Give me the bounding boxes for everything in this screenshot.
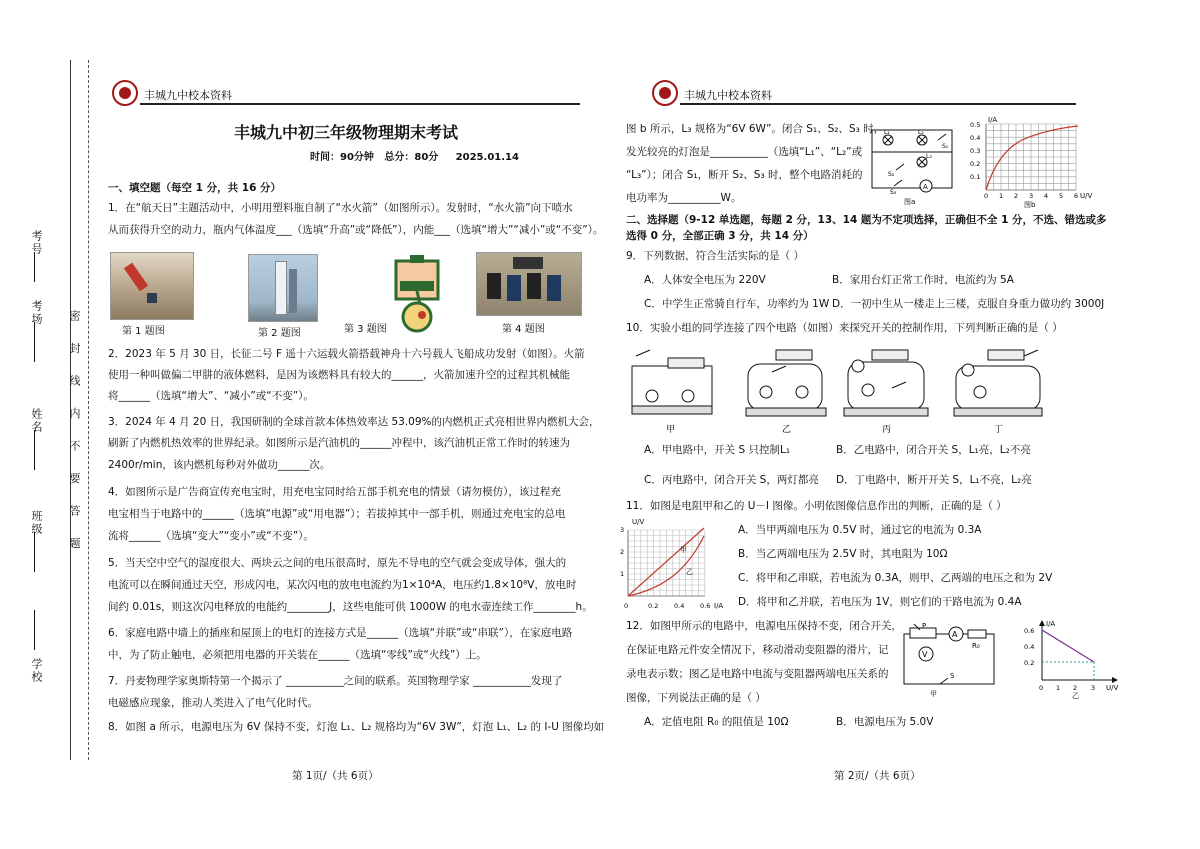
field-name-blank	[34, 430, 35, 470]
field-school-blank	[34, 610, 35, 650]
q11-option-c: C．将甲和乙串联，若电流为 0.3A，则甲、乙两端的电压之和为 2V	[738, 572, 1053, 584]
q4-line-b: 电宝相当于电路中的______（选填“电源”或“用电器”）；若拔掉其中一部手机，则通过充电宝的总电	[108, 508, 566, 520]
left-header-rule	[140, 103, 580, 105]
graph-b-xtick: 4	[1044, 192, 1049, 200]
q11-option-b: B．当乙两端电压为 2.5V 时，其电阻为 10Ω	[738, 548, 948, 560]
q9-option-c: C．中学生正常骑自行车，功率约为 1W	[644, 298, 830, 310]
exam-title: 丰城九中初三年级物理期末考试	[234, 123, 459, 142]
graph-b-xtick: 2	[1014, 192, 1019, 200]
q12-iu-graph	[1022, 618, 1122, 698]
q5-line-a: 5．当天空中空气的湿度很大、两块云之间的电压很高时，原先不导电的空气就会变成导体，强大的	[108, 557, 567, 569]
q8-circuit-figure-a	[866, 120, 958, 206]
q8-graph-b	[960, 114, 1100, 210]
seal-text: 密 封 线 内 不 要 答 题	[68, 310, 81, 558]
circuit-ding	[954, 350, 1042, 416]
q4-line-c: 流将______（选填“变大”“变小”或“不变”）。	[108, 530, 314, 542]
svg-text:S₂: S₂	[888, 171, 895, 178]
svg-text:S: S	[950, 672, 955, 680]
water-rocket-photo	[110, 252, 194, 320]
field-school-label: 学校	[30, 658, 43, 684]
q5-line-b: 电流可以在瞬间通过天空，形成闪电，某次闪电的放电电流约为1×10⁴A，电压约1.8×10⁸V，放电时	[108, 579, 577, 591]
graph-b-ytick: 0.1	[970, 173, 981, 181]
graph11-xtick: 0	[624, 602, 629, 610]
graph-b-ytick: 0.5	[970, 121, 981, 129]
fig12-jia-caption: 甲	[930, 690, 937, 698]
q10-option-d: D．丁电路中，断开开关 S，L₁不亮，L₂亮	[836, 474, 1032, 486]
q3-line-c: 2400r/min，该内燃机每秒对外做功______次。	[108, 459, 331, 471]
svg-text:R₀: R₀	[972, 642, 980, 650]
circuit-yi	[746, 350, 826, 416]
phone-charging-photo	[476, 252, 582, 316]
field-no-blank	[34, 252, 35, 282]
graph-b-xtick: 1	[999, 192, 1004, 200]
q10-option-c: C．丙电路中，闭合开关 S，两灯都亮	[644, 474, 819, 486]
q12-line-b: 在保证电路元件安全情况下，移动滑动变阻器的滑片，记	[626, 644, 889, 656]
svg-text:P: P	[922, 622, 927, 630]
circuit-yi-label: 乙	[782, 425, 792, 435]
graph-b-ylabel: I/A	[988, 116, 998, 124]
right-header-school: 丰城九中校本资料	[684, 89, 772, 102]
q10-stem: 10．实验小组的同学连接了四个电路（如图）来探究开关的控制作用，下列判断正确的是（ ）	[626, 322, 1063, 334]
q8-line-e: 电功率为__________W。	[626, 192, 742, 204]
resistor-yi-curve	[628, 536, 704, 596]
q7-line-a: 7．丹麦物理学家奥斯特第一个揭示了 ___________之间的联系。英国物理学家 ___________发现了	[108, 675, 563, 687]
q6-line-a: 6．家庭电路中墙上的插座和屋顶上的电灯的连接方式是______（选填“并联”或“串联”），在家庭电路	[108, 627, 573, 639]
q9-option-b: B．家用台灯正常工作时，电流约为 5A	[832, 274, 1014, 286]
fig-caption-4: 第 4 题图	[502, 324, 545, 335]
svg-text:L₃: L₃	[926, 153, 932, 160]
field-class-label: 班级	[30, 510, 43, 536]
graph-b-ytick: 0.4	[970, 134, 981, 142]
right-header	[652, 80, 1092, 106]
field-room-label: 考场	[30, 300, 43, 326]
q12-option-b: B．电源电压为 5.0V	[836, 716, 934, 728]
graph11-xtick: 0.2	[648, 602, 659, 610]
graph-b-xtick: 6	[1074, 192, 1079, 200]
graph-b-xtick: 0	[984, 192, 989, 200]
svg-text:L₁: L₁	[884, 129, 890, 136]
q12-circuit-figure	[900, 622, 1004, 698]
graph11-ytick: 3	[620, 526, 625, 534]
field-room-blank	[34, 322, 35, 362]
q9-option-a: A．人体安全电压为 220V	[644, 274, 766, 286]
fig-caption-3: 第 3 题图	[344, 324, 387, 335]
graph11-ytick: 1	[620, 570, 625, 578]
svg-text:L₂: L₂	[918, 129, 924, 136]
fig-b-caption: 图b	[1024, 201, 1036, 209]
graph11-jia: 甲	[680, 546, 687, 554]
graph12-ytick: 0.4	[1024, 643, 1035, 651]
graph-b-ytick: 0.2	[970, 160, 981, 168]
q3-line-a: 3．2024 年 4 月 20 日，我国研制的全球首款本体热效率达 53.09%的内燃机正式亮相世界内燃机大会，	[108, 416, 600, 428]
q6-line-b: 中，为了防止触电，必须把用电器的开关装在______（选填“零线”或“火线”）上。	[108, 649, 487, 661]
svg-text:A: A	[923, 183, 928, 191]
q11-option-d: D．将甲和乙并联，若电压为 1V，则它们的干路电流为 0.4A	[738, 596, 1022, 608]
q9-stem: 9．下列数据，符合生活实际的是（ ）	[626, 250, 805, 262]
q12-current-line	[1042, 630, 1094, 662]
rocket-launch-photo	[248, 254, 318, 322]
graph12-xtick: 1	[1056, 684, 1061, 692]
svg-text:S₁: S₁	[942, 143, 949, 150]
field-no-label: 考号	[30, 230, 43, 256]
school-logo-icon	[112, 80, 138, 106]
graph11-ylabel: U/V	[632, 518, 645, 526]
q11-stem: 11．如图是电阻甲和乙的 U－I 图像。小明依图像信息作出的判断，正确的是（ ）	[626, 500, 1007, 512]
graph12-ylabel: I/A	[1046, 620, 1056, 628]
graph11-xtick: 0.6	[700, 602, 711, 610]
section2-heading-b: 选得 0 分，全部正确 3 分，共 14 分）	[626, 230, 814, 242]
q2-line-b: 使用一种叫做偏二甲肼的液体燃料，是因为该燃料具有较大的______，火箭加速升空的过程其机械能	[108, 369, 570, 381]
graph12-xtick: 3	[1091, 684, 1096, 692]
right-header-rule	[680, 103, 1076, 105]
q7-line-b: 电磁感应现象，推动人类进入了电气化时代。	[108, 697, 318, 709]
graph12-xtick: 2	[1073, 684, 1078, 692]
engine-stroke-figure	[384, 255, 450, 335]
graph12-xlabel: U/V	[1106, 684, 1119, 692]
fig-caption-1: 第 1 题图	[122, 326, 165, 337]
graph12-ytick: 0.6	[1024, 627, 1035, 635]
q8-line-a: 8．如图 a 所示，电源电压为 6V 保持不变，灯泡 L₁、L₂ 规格均为“6V 3W”，灯泡 L₁、L₂ 的 I-U 图像均如	[108, 721, 605, 733]
graph-b-xtick: 5	[1059, 192, 1064, 200]
q12-line-d: 图像，下列说法正确的是（ ）	[626, 692, 766, 704]
margin-seal-line	[88, 60, 89, 760]
right-page-footer: 第 2页/（共 6页）	[834, 770, 921, 782]
q4-line-a: 4．如图所示是广告商宣传充电宝时，用充电宝同时给五部手机充电的情景（请勿模仿），该过程充	[108, 486, 561, 498]
circuit-bing-label: 丙	[882, 425, 892, 435]
q2-line-c: 将______（选填“增大”、“减小”或“不变”）。	[108, 390, 314, 402]
q8-line-b: 图 b 所示，L₃ 规格为“6V 6W”。闭合 S₁、S₂、S₃ 时，	[626, 123, 885, 135]
circuit-jia-label: 甲	[666, 425, 676, 435]
svg-text:S₃: S₃	[890, 189, 897, 196]
q12-option-a: A．定值电阻 R₀ 的阻值是 10Ω	[644, 716, 789, 728]
q1-line-b: 从而获得升空的动力，瓶内气体温度___（选填“升高”或“降低”），内能___（选填“增大”“减小”或“不变”）。	[108, 224, 604, 236]
q9-option-d: D．一初中生从一楼走上三楼，克服自身重力做功约 3000J	[832, 298, 1105, 310]
circuit-jia	[632, 350, 712, 414]
q11-ui-graph	[618, 516, 722, 612]
school-logo-icon	[652, 80, 678, 106]
fig-caption-2: 第 2 题图	[258, 328, 301, 339]
svg-text:V: V	[922, 650, 928, 659]
resistor-jia-line	[628, 528, 704, 596]
q8-line-c: 发光较亮的灯泡是___________（选填“L₁”、“L₂”或	[626, 146, 863, 158]
q5-line-c: 间约 0.01s，则这次闪电释放的电能约________J，这些电能可供 1000W 的电水壶连续工作________h。	[108, 601, 593, 613]
graph-b-xlabel: U/V	[1080, 192, 1093, 200]
q3-line-b: 刷新了内燃机热效率的世界纪录。如图所示是汽油机的______冲程中，该汽油机正常工作时的转速为	[108, 437, 570, 449]
q2-line-a: 2．2023 年 5 月 30 日，长征二号 F 遥十六运载火箭搭载神舟十六号载人飞船成功发射（如图）。火箭	[108, 348, 585, 360]
q10-circuits-figure	[626, 342, 1056, 434]
left-header-school: 丰城九中校本资料	[144, 89, 232, 102]
section2-heading-a: 二、选择题（9-12 单选题，每题 2 分，13、14 题为不定项选择，正确但不全 1 分，不选、错选或多	[626, 214, 1107, 226]
q10-option-a: A．甲电路中，开关 S 只控制L₁	[644, 444, 791, 456]
graph-b-xtick: 3	[1029, 192, 1034, 200]
graph11-yi: 乙	[686, 568, 693, 576]
graph12-xtick: 0	[1039, 684, 1044, 692]
graph-b-ytick: 0.3	[970, 147, 981, 155]
graph11-ytick: 2	[620, 548, 625, 556]
graph11-xlabel: I/A	[714, 602, 724, 610]
svg-text:A: A	[952, 630, 958, 639]
field-name-label: 姓名	[30, 408, 43, 434]
graph11-xtick: 0.4	[674, 602, 685, 610]
q10-option-b: B．乙电路中，闭合开关 S，L₁亮，L₂不亮	[836, 444, 1031, 456]
field-class-blank	[34, 532, 35, 572]
section1-heading: 一、填空题（每空 1 分，共 16 分）	[108, 182, 282, 194]
circuit-bing	[844, 350, 928, 416]
left-header	[112, 80, 582, 106]
q8-line-d: “L₃”）；闭合 S₁，断开 S₂、S₃ 时，整个电路消耗的	[626, 169, 863, 181]
fig-a-caption: 图a	[904, 198, 916, 206]
lamp-iu-curve	[986, 126, 1078, 190]
graph12-ytick: 0.2	[1024, 659, 1035, 667]
left-page-footer: 第 1页/（共 6页）	[292, 770, 379, 782]
q12-line-a: 12．如图甲所示的电路中，电源电压保持不变，闭合开关，	[626, 620, 902, 632]
circuit-ding-label: 丁	[994, 425, 1004, 435]
q11-option-a: A．当甲两端电压为 0.5V 时，通过它的电流为 0.3A	[738, 524, 982, 536]
q1-line-a: 1．在“航天日”主题活动中，小明用塑料瓶自制了“水火箭”（如图所示）。发射时，“水火箭”向下喷水	[108, 202, 573, 214]
fig12-yi-caption: 乙	[1072, 692, 1079, 700]
exam-meta: 时间：90分钟 总分：80分 2025.01.14	[310, 152, 519, 163]
q12-line-c: 录电表示数；图乙是电路中电流与变阻器两端电压关系的	[626, 668, 889, 680]
